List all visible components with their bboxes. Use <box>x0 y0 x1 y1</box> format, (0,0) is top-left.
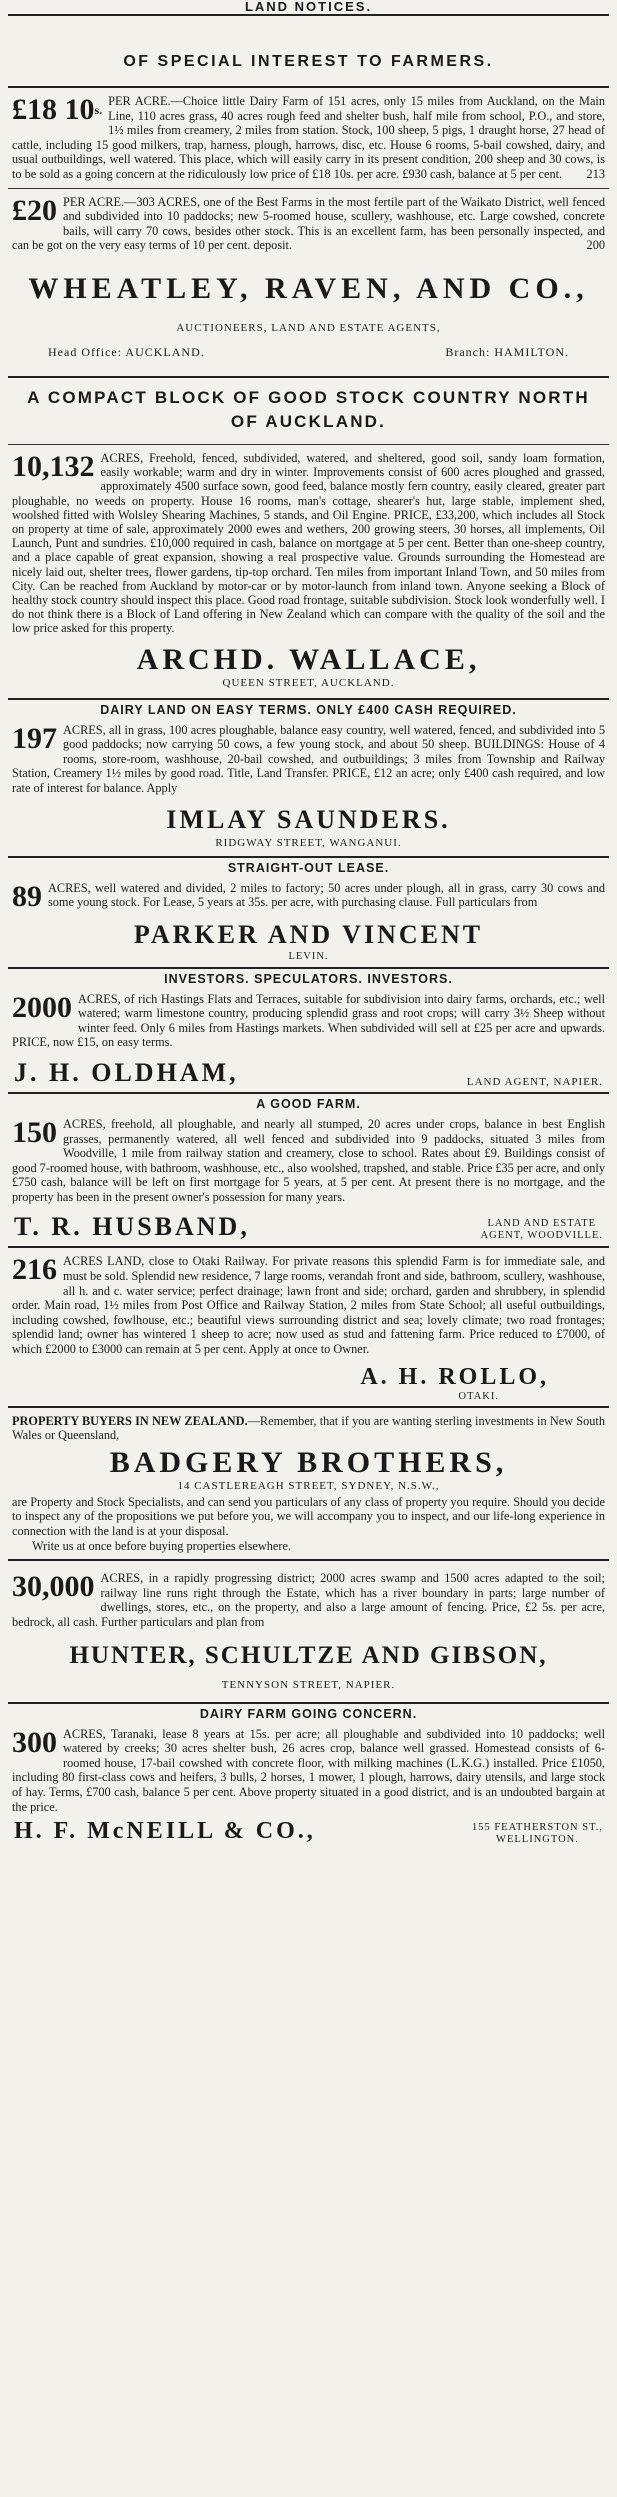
agent-name: A. H. ROLLO, <box>360 1363 549 1390</box>
agent-address: 14 CASTLEREAGH STREET, SYDNEY, N.S.W., <box>177 1479 440 1492</box>
block-title: A COMPACT BLOCK OF GOOD STOCK COUNTRY NORTH OF AUCKLAND. <box>27 387 590 431</box>
agent-title: LAND AGENT, NAPIER. <box>466 1075 603 1088</box>
ad-dairy-land <box>8 721 609 802</box>
ad-napier-estate <box>8 1561 609 1635</box>
agent-offices <box>8 335 609 376</box>
ad-good-farm <box>8 1115 609 1211</box>
branch-office: Branch: HAMILTON. <box>445 344 569 359</box>
ad-text: ACRES, freehold, all ploughable, and nearly all stumped, 20 acres under crops, balance in best English grasses, permanently watered, all well fenced and subdivided into 9 paddocks, situated 3 miles from Woodville, 1 mile from railway station and creamery, close to school. Rates about £9. Buildings consist of good 7-roomed house, with bathroom, washhouse, etc., also woolshed, trapshed, and stable. Price £35 per acre, and only £750 cash, balance will be left on first mortgage for 5 years, at 5 per cent. At present there is no mortgage, and the property has been in the present owner's possession for many years. <box>12 1116 605 1204</box>
ad-text: ACRES, in a rapidly progressing district; 2000 acres swamp and 1500 acres adapted to the soil; railway line runs right through the Estate, which has a river boundary in parts; large number of dwellings, stores, etc., on the property, and also a large amount of fencing. Price, £2 5s. per acre, bedrock, all cash. Further particulars and plan from <box>12 1571 605 1629</box>
ad-text: ACRES LAND, close to Otaki Railway. For private reasons this splendid Farm is for immediate sale, and must be sold. Splendid new residence, 7 large rooms, verandah front and side, bathroom, scullery, washhouse, all h. and c. water service; perfect drainage; lawn front and side; orchard, garden and shrubbery, in splendid order. Main road, 1½ miles from Post Office and Railway Station, 2 miles from State School; all useful outbuildings, including cowshed, fowlhouse, etc.; beautiful views surrounding district and sea; lovely climate; two road frontages; splendid land; owner has wintered 1 sheep to acre; now used as stud and fattening farm. Price reduced to £7000, of which £2000 to £3000 can remain at 5 per cent. Apply at once to Owner. <box>12 1254 605 1357</box>
section-title: DAIRY FARM GOING CONCERN. <box>199 1706 418 1721</box>
agent-address: 155 FEATHERSTON ST., WELLINGTON. <box>471 1822 603 1846</box>
ad-acreage: 2000 <box>12 990 72 1024</box>
agent-address: RIDGWAY STREET, WANGANUI. <box>215 836 402 849</box>
ad-closing: Write us at once before buying properties elsewhere. <box>32 1538 292 1553</box>
agent-name: H. F. McNEILL & CO., <box>14 1818 316 1845</box>
section-title: INVESTORS. SPECULATORS. INVESTORS. <box>164 971 453 986</box>
agent-address: QUEEN STREET, AUCKLAND. <box>222 676 395 689</box>
agent-subtitle: AUCTIONEERS, LAND AND ESTATE AGENTS, <box>176 321 441 334</box>
ad-text: are Property and Stock Specialists, and can send you particulars of any class of property you require. Should you decide to inspect any of the propositions we put before you, we will accompany you to inspect, and our life-long experience in connection with the land is at your disposal. <box>12 1494 605 1539</box>
agent-name: J. H. OLDHAM, <box>14 1057 239 1087</box>
ad-text: —Remember, that if you are wanting sterling investments in New South Wales or Queensland, <box>12 1413 605 1443</box>
section-title: DAIRY LAND ON EASY TERMS. ONLY £400 CASH REQUIRED. <box>100 702 517 717</box>
ad-acreage: 216 <box>12 1253 57 1287</box>
agent-row <box>8 1056 609 1092</box>
agent-name: T. R. HUSBAND, <box>14 1212 250 1242</box>
agent-row <box>8 1816 609 1850</box>
ad-acreage: 10,132 <box>12 449 95 483</box>
ad-choice-dairy-farm <box>8 88 609 188</box>
agent-name: ARCHD. WALLACE, <box>136 642 481 676</box>
ad-acreage: 89 <box>12 879 42 913</box>
agent-name: PARKER AND VINCENT <box>133 919 484 949</box>
ad-stock-country <box>8 445 609 642</box>
section-title: A GOOD FARM. <box>256 1096 361 1111</box>
ad-ref-number: 213 <box>586 166 605 181</box>
ad-waikato-farm <box>8 189 609 259</box>
ad-text: PER ACRE.—303 ACRES, one of the Best Farms in the most fertile part of the Waikato District, well fenced and subdivided into 10 paddocks; new 5-roomed house, scullery, washhouse, etc. Large cowshed, concrete bails, will carry 70 cows, besides other stock. This is an excellent farm, has been personally inspected, and can be got on the very easy terms of 10 per cent. deposit. <box>12 194 605 253</box>
head-office: Head Office: AUCKLAND. <box>48 344 205 359</box>
agent-row <box>8 1210 609 1246</box>
section-header: LAND NOTICES. <box>244 0 373 14</box>
ad-taranaki-dairy <box>8 1725 609 1817</box>
agent-title: LAND AND ESTATE AGENT, WOODVILLE. <box>480 1218 603 1242</box>
ad-badgery-intro <box>8 1408 609 1445</box>
agent-address: OTAKI. <box>458 1390 499 1402</box>
land-notices-page <box>8 0 609 2497</box>
ad-price: £18 $10^{s.}$ <box>12 93 103 126</box>
agent-name: WHEATLEY, RAVEN, AND CO., <box>28 271 589 305</box>
ad-text: ACRES, Freehold, fenced, subdivided, watered, and sheltered, good soil, sandy loam formation, easily workable; warm and dry in winter. Improvements consist of 600 acres ploughed and grassed, approximately 4500 surface sown, good feed, balance mostly fern country, easily cleared, greater part ploughable, no weeds on property. House 16 rooms, man's cottage, shearer's hut, large stable, implement shed, woolshed fitted with Wolsley Shearing Machines, 5 stands, and Oil Engine. PRICE, £33,200, which includes all Stock on property at time of sale, approximately 2000 ewes and wethers, 200 growing steers, 30 horses, all implements, Oil Launch, Punt and sundries. £10,000 required in cash, balance on mortgage at 5 per cent. Better than one-sheep country, and a place capable of great expansion, showing a real prospective value. Grounds surrounding the Homestead are nicely laid out, shelter trees, flower gardens, tip-top orchard. Ten miles from important Inland Town, and 50 miles from City. Can be reached from Auckland by motor-car or by motor-launch from inland town. Anyone seeking a Block of healthy stock country should inspect this place. Good road frontage, suitable subdivision. Stock look wonderfully well. I do not think there is a Block of Land offering in New Zealand which can compare with the quality of the soil and the low price asked for this property. <box>12 450 605 636</box>
ad-text: ACRES, of rich Hastings Flats and Terraces, suitable for subdivision into dairy farms, orchards, etc.; well watered; warm limestone country, producing splendid grass and root crops; will carry 3½ Sheep without winter feed. Only 6 miles from Hastings markets. When subdivided will sell at £25 per acre and upwards. PRICE, now £15, on easy terms. <box>12 991 605 1050</box>
ad-text: PER ACRE.—Choice little Dairy Farm of 151 acres, only 15 miles from Auckland, on the Main Line, 110 acres grass, 40 acres rough feed and shelter bush, half mile from school, P.O., and store, 1½ miles from creamery, 2 miles from station. Stock, 100 sheep, 5 pigs, 1 draught horse, 27 head of cattle, including 15 good milkers, trap, harness, plough, harrows, disc, etc. House 6 rooms, 5-bail cowshed, dairy, and usual outbuildings, well watered. This place, which will easily carry in its present condition, 200 sheep and 30 cows, is to be sold as a going concern at the ridiculously low price of £18 10s. per acre. £930 cash, balance at 5 per cent. <box>12 94 605 181</box>
ad-text: ACRES, Taranaki, lease 8 years at 15s. per acre; all ploughable and subdivided into 10 paddocks; well watered by creeks; 30 acres shelter bush, 26 acres crop, balance well grassed. Homestead consists of 6-roomed house, 17-bail cowshed with concrete floor, with milking machines (L.K.G.) installed. Price £1050, including 80 first-class cows and heifers, 3 bulls, 2 horses, 1 mower, 1 plough, harrows, dairy utensils, and large stock of hay. Terms, £700 cash, balance 5 per cent. Above property situated in a good district, and is an undoubted bargain at the price. <box>12 1726 605 1814</box>
ad-acreage: 197 <box>12 721 57 755</box>
agent-address: TENNYSON STREET, NAPIER. <box>221 1678 396 1691</box>
ad-badgery-body <box>8 1493 609 1559</box>
ad-lease <box>8 879 609 917</box>
ad-text: ACRES, well watered and divided, 2 miles to factory; 50 acres under plough, all in grass, carry 30 cows and some young stock. For Lease, 5 years at 35s. per acre, with purchasing clause. Full particulars from <box>48 880 605 910</box>
ad-acreage: 300 <box>12 1725 57 1759</box>
ad-hastings-flats <box>8 990 609 1056</box>
ad-acreage: 30,000 <box>12 1570 95 1604</box>
ad-acreage: 150 <box>12 1115 57 1149</box>
special-interest-banner: OF SPECIAL INTEREST TO FARMERS. <box>123 53 494 70</box>
agent-name: IMLAY SAUNDERS. <box>166 804 451 834</box>
section-title: STRAIGHT-OUT LEASE. <box>227 860 390 875</box>
ad-price: £20 <box>12 193 57 227</box>
ad-otaki-farm <box>8 1248 609 1362</box>
ad-headline: PROPERTY BUYERS IN NEW ZEALAND. <box>12 1413 248 1428</box>
ad-ref-number: 200 <box>586 238 605 253</box>
ad-text: ACRES, all in grass, 100 acres ploughable, balance easy country, well watered, fenced, and subdivided into 5 good paddocks; now carrying 50 cows, a few young stock, and about 50 sheep. BUILDINGS: House of 4 rooms, store-room, washhouse, 20-bail cowshed, and outbuildings; 3 miles from Township and Railway Station, Creamery 1½ miles by good road. Title, Land Transfer. PRICE, £12 an acre; only £400 cash required, and low rate of interest for balance. Apply <box>12 722 605 795</box>
agent-name: BADGERY BROTHERS, <box>109 1445 508 1479</box>
agent-address: LEVIN. <box>288 950 329 962</box>
agent-name: HUNTER, SCHULTZE AND GIBSON, <box>69 1641 548 1669</box>
